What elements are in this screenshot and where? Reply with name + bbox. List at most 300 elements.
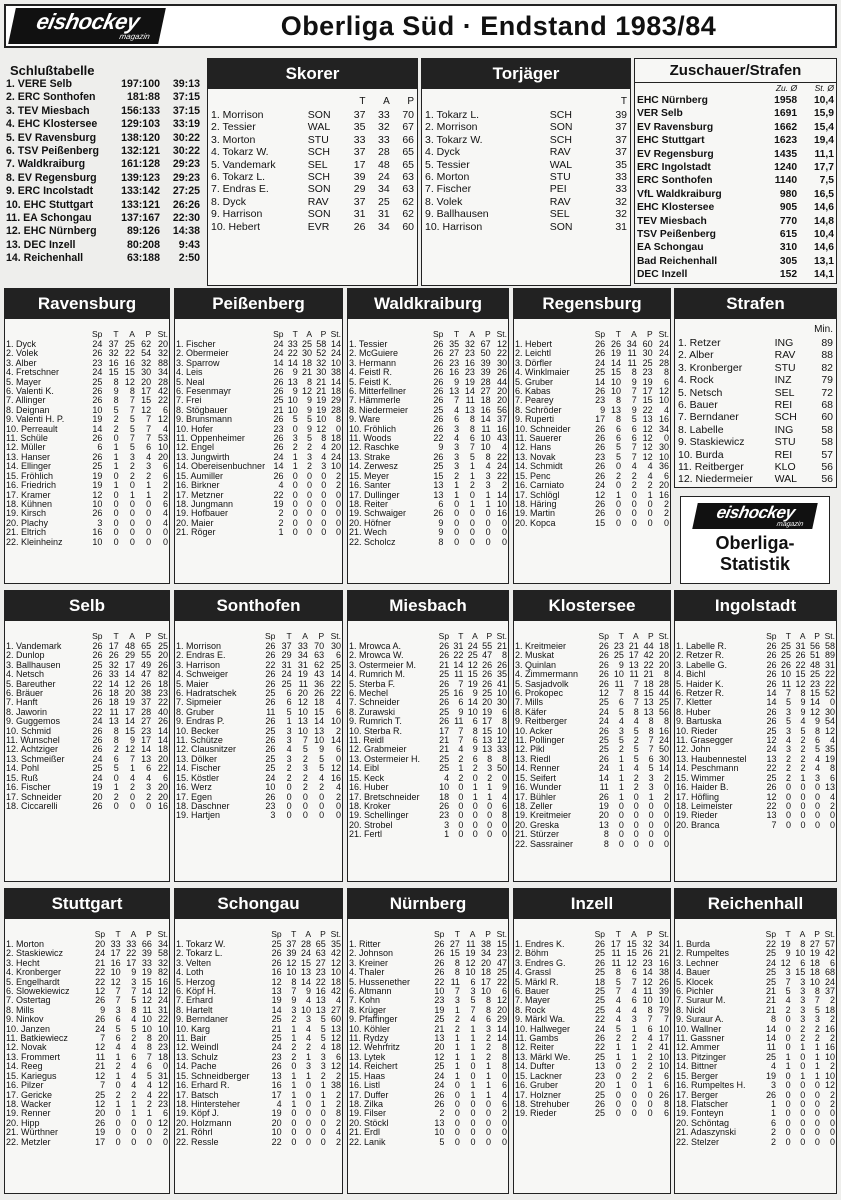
player-name: 7. Erhard bbox=[176, 996, 214, 1006]
player-name: 20. Höfner bbox=[349, 518, 392, 528]
player-stat: 8 bbox=[501, 1051, 507, 1062]
table-row bbox=[348, 745, 508, 754]
player-stat: 19 bbox=[273, 498, 284, 509]
player-stat: 0 bbox=[291, 1108, 297, 1119]
player-name: 9. Ware bbox=[349, 415, 381, 425]
table-row bbox=[175, 1072, 342, 1081]
player-stat: 3 bbox=[470, 986, 476, 997]
table-row bbox=[422, 221, 630, 233]
player-stat: 14 bbox=[287, 357, 298, 368]
player-stat: 16 bbox=[110, 957, 121, 968]
player-name: 11. Gambs bbox=[515, 1034, 559, 1044]
player-stat: 1 bbox=[469, 470, 475, 481]
player-stat: 18 bbox=[480, 967, 491, 978]
player-stat: 2 bbox=[162, 1127, 168, 1138]
player-stat: 9 bbox=[319, 744, 325, 755]
player-stat: 1 bbox=[485, 1080, 491, 1091]
player-stat: 4 bbox=[454, 433, 460, 444]
table-row bbox=[348, 491, 508, 500]
player-stat: 18 bbox=[330, 1042, 341, 1053]
team-header: Klostersee bbox=[514, 591, 670, 621]
player-stat: 6 bbox=[501, 986, 507, 997]
player-stat: 26 bbox=[141, 678, 152, 689]
player-stat: 0 bbox=[648, 819, 654, 830]
column-header: Sp bbox=[92, 631, 103, 641]
player-stat: 4 bbox=[633, 716, 639, 727]
player-stat: 25 bbox=[595, 367, 606, 378]
team-stats-table bbox=[514, 929, 670, 1119]
row-value: 197:100 bbox=[121, 78, 160, 90]
player-stat: 9 bbox=[472, 744, 478, 755]
player-stat: 7 bbox=[458, 735, 464, 746]
row-value: 37:15 bbox=[172, 91, 200, 104]
player-stat: 0 bbox=[292, 517, 298, 528]
table-row bbox=[514, 783, 670, 792]
player-stat: 1 bbox=[292, 451, 298, 462]
player-stat: 0 bbox=[800, 782, 806, 793]
player-stat: 1 bbox=[472, 782, 478, 793]
player-stat: 25 bbox=[482, 688, 493, 699]
player-stat: 9 bbox=[631, 404, 637, 415]
player-stat: 21 bbox=[434, 1023, 445, 1034]
table-row bbox=[635, 201, 836, 214]
table-row bbox=[514, 453, 670, 462]
row-name: 4. Tokarz W. bbox=[211, 146, 269, 159]
column-header: A bbox=[799, 631, 806, 641]
player-stat: 25 bbox=[92, 376, 103, 387]
player-stat: 27 bbox=[809, 939, 820, 949]
row-name: EHC Stuttgart bbox=[637, 135, 705, 147]
player-stat: 12 bbox=[95, 986, 106, 997]
player-stat: 42 bbox=[330, 986, 341, 997]
player-stat: 0 bbox=[470, 1117, 476, 1128]
player-name: 19. Rieder bbox=[515, 1109, 557, 1119]
player-stat: 3 bbox=[800, 976, 806, 987]
player-stat: 1 bbox=[291, 1089, 297, 1100]
player-stat: 7 bbox=[469, 442, 475, 453]
player-stat: 1 bbox=[785, 1061, 791, 1072]
player-stat: 0 bbox=[321, 470, 327, 481]
player-stat: 6 bbox=[470, 976, 476, 987]
player-stat: 4 bbox=[306, 1033, 312, 1044]
row-name: 1. Retzer bbox=[678, 337, 721, 349]
player-stat: 22 bbox=[330, 678, 341, 689]
player-stat: 4 bbox=[501, 1089, 507, 1100]
table-row bbox=[675, 1006, 836, 1015]
player-stat: 0 bbox=[829, 1108, 835, 1119]
player-stat: 7 bbox=[785, 688, 791, 699]
table-row bbox=[175, 425, 342, 434]
row-value: WAL bbox=[774, 473, 797, 486]
player-name: 3. Dörfler bbox=[515, 358, 553, 368]
player-stat: 0 bbox=[146, 536, 152, 547]
player-name: 16. Huber bbox=[349, 783, 389, 793]
player-stat: 14 bbox=[108, 678, 119, 689]
player-stat: 6 bbox=[631, 995, 637, 1006]
table-row bbox=[422, 171, 630, 183]
column-header: Sp bbox=[273, 329, 284, 339]
player-stat: 0 bbox=[146, 1127, 152, 1138]
row-name: 7. Fischer bbox=[425, 183, 472, 196]
player-stat: 14 bbox=[141, 744, 152, 755]
player-name: 18. Häring bbox=[515, 499, 557, 509]
player-stat: 17 bbox=[110, 948, 121, 959]
player-stat: 8 bbox=[113, 725, 119, 736]
player-stat: 7 bbox=[633, 697, 639, 708]
player-stat: 26 bbox=[610, 339, 621, 349]
player-stat: 2 bbox=[829, 1089, 835, 1100]
player-name: 5. Herzog bbox=[176, 977, 216, 987]
table-row bbox=[514, 830, 670, 839]
player-stat: 2 bbox=[829, 1014, 835, 1025]
player-stat: 5 bbox=[800, 725, 806, 736]
player-stat: 8 bbox=[615, 395, 621, 406]
table-row bbox=[175, 1081, 342, 1090]
player-stat: 19 bbox=[95, 1127, 106, 1138]
row-value: 132:121 bbox=[121, 145, 160, 158]
column-header: A bbox=[306, 329, 313, 339]
player-stat: 26 bbox=[108, 650, 119, 661]
player-stat: 15 bbox=[595, 517, 606, 528]
table-row bbox=[635, 241, 836, 254]
player-name: 22. Ressle bbox=[176, 1137, 219, 1147]
player-stat: 3 bbox=[485, 1023, 491, 1034]
player-stat: 2 bbox=[829, 1033, 835, 1044]
player-stat: 9 bbox=[458, 706, 464, 717]
player-stat: 20 bbox=[598, 810, 609, 821]
player-stat: 24 bbox=[95, 1023, 106, 1034]
player-stat: 0 bbox=[633, 810, 639, 821]
player-stat: 4 bbox=[647, 461, 653, 472]
player-stat: 12 bbox=[157, 1080, 168, 1091]
player-stat: 26 bbox=[433, 451, 444, 462]
player-stat: 14 bbox=[766, 697, 777, 708]
table-row bbox=[208, 183, 417, 195]
team-box-miesbach bbox=[347, 590, 509, 882]
table-row bbox=[675, 1034, 836, 1043]
player-stat: 22 bbox=[496, 348, 507, 359]
column-header: T bbox=[615, 929, 621, 939]
player-stat: 16 bbox=[108, 357, 119, 368]
player-stat: 0 bbox=[501, 819, 507, 830]
player-stat: 56 bbox=[496, 404, 507, 415]
player-name: 14. Reeg bbox=[6, 1062, 43, 1072]
player-stat: 26 bbox=[439, 641, 450, 651]
player-stat: 3 bbox=[487, 763, 493, 774]
penalties-header: Strafen bbox=[675, 289, 836, 319]
player-stat: 9 bbox=[131, 967, 137, 978]
player-stat: 7 bbox=[648, 735, 654, 746]
crowd-box bbox=[634, 58, 837, 284]
player-stat: 6 bbox=[829, 957, 835, 968]
player-stat: 16 bbox=[92, 527, 103, 538]
player-stat: 29 bbox=[496, 1014, 507, 1025]
player-stat: 24 bbox=[92, 716, 103, 727]
player-stat: 1 bbox=[454, 1070, 460, 1081]
player-stat: 4 bbox=[146, 1080, 152, 1091]
player-stat: 2 bbox=[800, 735, 806, 746]
row-value: 63:188 bbox=[126, 252, 160, 265]
player-stat: 24 bbox=[824, 976, 835, 987]
player-stat: 11 bbox=[766, 1042, 777, 1053]
player-stat: 12 bbox=[642, 976, 653, 987]
player-stat: 25 bbox=[302, 339, 313, 349]
player-stat: 0 bbox=[472, 810, 478, 821]
table-row bbox=[675, 821, 836, 830]
player-stat: 26 bbox=[92, 650, 103, 661]
table-row bbox=[348, 821, 508, 830]
player-stat: 23 bbox=[157, 1042, 168, 1053]
player-stat: 6 bbox=[286, 697, 292, 708]
player-stat: 10 bbox=[658, 1023, 669, 1034]
row-name: 3. Morton bbox=[211, 133, 256, 146]
column-header: A bbox=[799, 929, 806, 939]
player-stat: 8 bbox=[501, 1061, 507, 1072]
player-stat: 2 bbox=[302, 772, 308, 783]
player-stat: 10 bbox=[92, 498, 103, 509]
player-stat: 11 bbox=[95, 1051, 106, 1062]
player-name: 2. Endras E. bbox=[176, 651, 226, 661]
player-stat: 0 bbox=[487, 819, 493, 830]
player-stat: 0 bbox=[291, 1061, 297, 1072]
player-stat: 0 bbox=[131, 1127, 137, 1138]
player-stat: 7 bbox=[129, 395, 135, 406]
player-stat: 12 bbox=[642, 442, 653, 453]
player-stat: 16 bbox=[315, 986, 326, 997]
team-stats-table bbox=[348, 631, 508, 840]
player-name: 5. Mayer bbox=[6, 377, 42, 387]
row-value: 48 bbox=[378, 158, 390, 171]
team-box-schongau bbox=[174, 888, 343, 1194]
player-stat: 23 bbox=[464, 348, 475, 359]
player-stat: 0 bbox=[291, 1136, 297, 1147]
player-stat: 8 bbox=[469, 423, 475, 434]
player-stat: 40 bbox=[157, 706, 168, 717]
column-header: Sp bbox=[765, 929, 777, 939]
player-stat: 2 bbox=[829, 1098, 835, 1109]
column-header: P bbox=[646, 929, 653, 939]
table-row bbox=[422, 196, 630, 208]
player-stat: 1 bbox=[454, 1004, 460, 1015]
column-header bbox=[514, 929, 590, 940]
player-name: 13. Schmeißer bbox=[6, 754, 65, 764]
player-stat: 0 bbox=[631, 508, 637, 519]
table-row bbox=[514, 462, 670, 471]
player-stat: 2 bbox=[146, 791, 152, 802]
table-row bbox=[4, 225, 202, 238]
player-name: 5. Bareuther bbox=[6, 679, 56, 689]
player-stat: 43 bbox=[314, 669, 325, 680]
player-name: 16. Birkner bbox=[176, 481, 220, 491]
player-stat: 7 bbox=[631, 395, 637, 406]
row-value: 37:15 bbox=[172, 104, 200, 117]
player-stat: 19 bbox=[297, 669, 308, 680]
player-name: 18. Leimeister bbox=[676, 801, 733, 811]
player-stat: 26 bbox=[598, 641, 609, 651]
player-name: 8. Deignan bbox=[6, 405, 50, 415]
table-row bbox=[422, 109, 630, 121]
player-stat: 4 bbox=[131, 1080, 137, 1091]
player-name: 11. Woods bbox=[349, 434, 392, 444]
scorer-box bbox=[207, 58, 418, 286]
player-stat: 4 bbox=[501, 791, 507, 802]
player-stat: 7 bbox=[771, 819, 777, 830]
row-value: 37 bbox=[615, 133, 627, 146]
table-row bbox=[675, 755, 836, 764]
player-stat: 18 bbox=[809, 967, 820, 978]
player-stat: 0 bbox=[633, 791, 639, 802]
player-stat: 0 bbox=[319, 791, 325, 802]
player-stat: 54 bbox=[141, 348, 152, 359]
player-stat: 8 bbox=[146, 1042, 152, 1053]
player-name: 15. Kariegus bbox=[6, 1071, 57, 1081]
player-stat: 0 bbox=[785, 1080, 791, 1091]
column-header: St. bbox=[658, 329, 669, 339]
row-value: RAV bbox=[549, 195, 571, 208]
player-stat: 26 bbox=[433, 367, 444, 378]
player-stat: 0 bbox=[321, 498, 327, 509]
player-name: 7. Mills bbox=[515, 698, 544, 708]
player-stat: 9 bbox=[600, 404, 606, 415]
player-stat: 25 bbox=[271, 939, 282, 949]
player-stat: 2 bbox=[115, 1061, 121, 1072]
player-stat: 26 bbox=[265, 697, 276, 708]
player-name: 7. Hanft bbox=[6, 698, 38, 708]
player-stat: 25 bbox=[95, 1089, 106, 1100]
player-stat: 17 bbox=[124, 706, 135, 717]
player-stat: 0 bbox=[307, 489, 313, 500]
player-stat: 18 bbox=[330, 433, 341, 444]
player-stat: 0 bbox=[485, 1117, 491, 1128]
player-stat: 26 bbox=[265, 716, 276, 727]
player-stat: 26 bbox=[95, 1117, 106, 1128]
player-stat: 26 bbox=[265, 650, 276, 661]
player-stat: 25 bbox=[658, 697, 669, 708]
player-stat: 2 bbox=[631, 1061, 637, 1072]
player-name: 19. Hartjen bbox=[176, 811, 221, 821]
player-stat: 1 bbox=[469, 498, 475, 509]
player-stat: 3 bbox=[292, 433, 298, 444]
column-header: St. bbox=[330, 329, 341, 339]
player-stat: 4 bbox=[335, 697, 341, 708]
player-stat: 22 bbox=[766, 763, 777, 774]
row-value: 39 bbox=[353, 171, 366, 184]
player-name: 21. Stürzer bbox=[515, 830, 560, 840]
player-name: 9. Rumrich T. bbox=[349, 717, 402, 727]
player-stat: 26 bbox=[439, 650, 450, 661]
player-stat: 18 bbox=[157, 1051, 168, 1062]
player-stat: 0 bbox=[485, 1098, 491, 1109]
player-name: 9. Ninkov bbox=[6, 1015, 44, 1025]
player-stat: 5 bbox=[631, 414, 637, 425]
player-stat: 2 bbox=[286, 763, 292, 774]
player-stat: 23 bbox=[439, 810, 450, 821]
table-row bbox=[348, 462, 508, 471]
player-stat: 26 bbox=[92, 744, 103, 755]
player-stat: 19 bbox=[92, 470, 103, 481]
player-stat: 19 bbox=[610, 348, 621, 359]
player-name: 2. Tokarz L. bbox=[176, 949, 223, 959]
table-row bbox=[675, 1072, 836, 1081]
column-header: A bbox=[129, 329, 135, 339]
table-row bbox=[675, 764, 836, 773]
player-stat: 12 bbox=[124, 678, 135, 689]
player-stat: 0 bbox=[472, 772, 478, 783]
player-name: 3. Kreiner bbox=[349, 958, 389, 968]
player-name: 17. Egen bbox=[176, 792, 213, 802]
player-stat: 6 bbox=[335, 744, 341, 755]
player-stat: 6 bbox=[501, 1080, 507, 1091]
team-header: Selb bbox=[5, 591, 169, 621]
table-row bbox=[348, 1034, 508, 1043]
player-stat: 26 bbox=[598, 678, 609, 689]
player-stat: 35 bbox=[824, 744, 835, 755]
player-stat: 0 bbox=[162, 1136, 168, 1147]
player-stat: 12 bbox=[330, 957, 341, 968]
player-stat: 70 bbox=[314, 641, 325, 651]
player-stat: 26 bbox=[271, 948, 282, 959]
player-stat: 25 bbox=[265, 753, 276, 764]
table-row bbox=[348, 1015, 508, 1024]
player-stat: 0 bbox=[335, 753, 341, 764]
row-value: 133:142 bbox=[121, 185, 160, 198]
player-stat: 7 bbox=[129, 433, 135, 444]
player-stat: 8 bbox=[454, 957, 460, 968]
player-name: 13. Riedl bbox=[515, 754, 551, 764]
player-stat: 1 bbox=[814, 1070, 820, 1081]
player-stat: 4 bbox=[162, 423, 168, 434]
table-row bbox=[635, 174, 836, 187]
table-row bbox=[4, 132, 202, 145]
player-stat: 0 bbox=[335, 517, 341, 528]
player-stat: 2 bbox=[663, 772, 669, 783]
player-stat: 14 bbox=[124, 716, 135, 727]
player-name: 10. Rieder bbox=[676, 726, 718, 736]
player-stat: 12 bbox=[141, 404, 152, 415]
row-value: 1435 bbox=[774, 148, 798, 160]
player-stat: 26 bbox=[92, 800, 103, 811]
row-value: SCH bbox=[307, 146, 330, 159]
player-stat: 2 bbox=[319, 782, 325, 793]
player-name: 1. Fischer bbox=[176, 340, 216, 349]
column-header bbox=[175, 929, 267, 940]
player-name: 1. Kreitmeier bbox=[515, 642, 567, 651]
player-name: 12. Grabmeier bbox=[349, 745, 407, 755]
player-stat: 10 bbox=[465, 967, 476, 978]
player-stat: 17 bbox=[126, 957, 137, 968]
player-stat: 15 bbox=[141, 976, 152, 987]
player-stat: 0 bbox=[785, 1108, 791, 1119]
player-stat: 18 bbox=[157, 744, 168, 755]
player-stat: 23 bbox=[157, 1098, 168, 1109]
row-name: 9. Staskiewicz bbox=[678, 436, 745, 449]
player-stat: 19 bbox=[316, 395, 327, 406]
player-stat: 24 bbox=[265, 772, 276, 783]
player-stat: 6 bbox=[162, 470, 168, 481]
player-stat: 4 bbox=[771, 1061, 777, 1072]
player-name: 11. Schütze bbox=[176, 736, 223, 746]
player-stat: 6 bbox=[615, 433, 621, 444]
player-stat: 0 bbox=[501, 1127, 507, 1138]
player-stat: 25 bbox=[281, 678, 292, 689]
player-stat: 11 bbox=[466, 939, 476, 949]
table-row bbox=[675, 774, 836, 783]
player-stat: 0 bbox=[286, 791, 292, 802]
table-row bbox=[5, 415, 169, 424]
player-stat: 2 bbox=[306, 1042, 312, 1053]
goals-table bbox=[422, 95, 630, 233]
player-name: 4. Bichl bbox=[676, 670, 706, 680]
